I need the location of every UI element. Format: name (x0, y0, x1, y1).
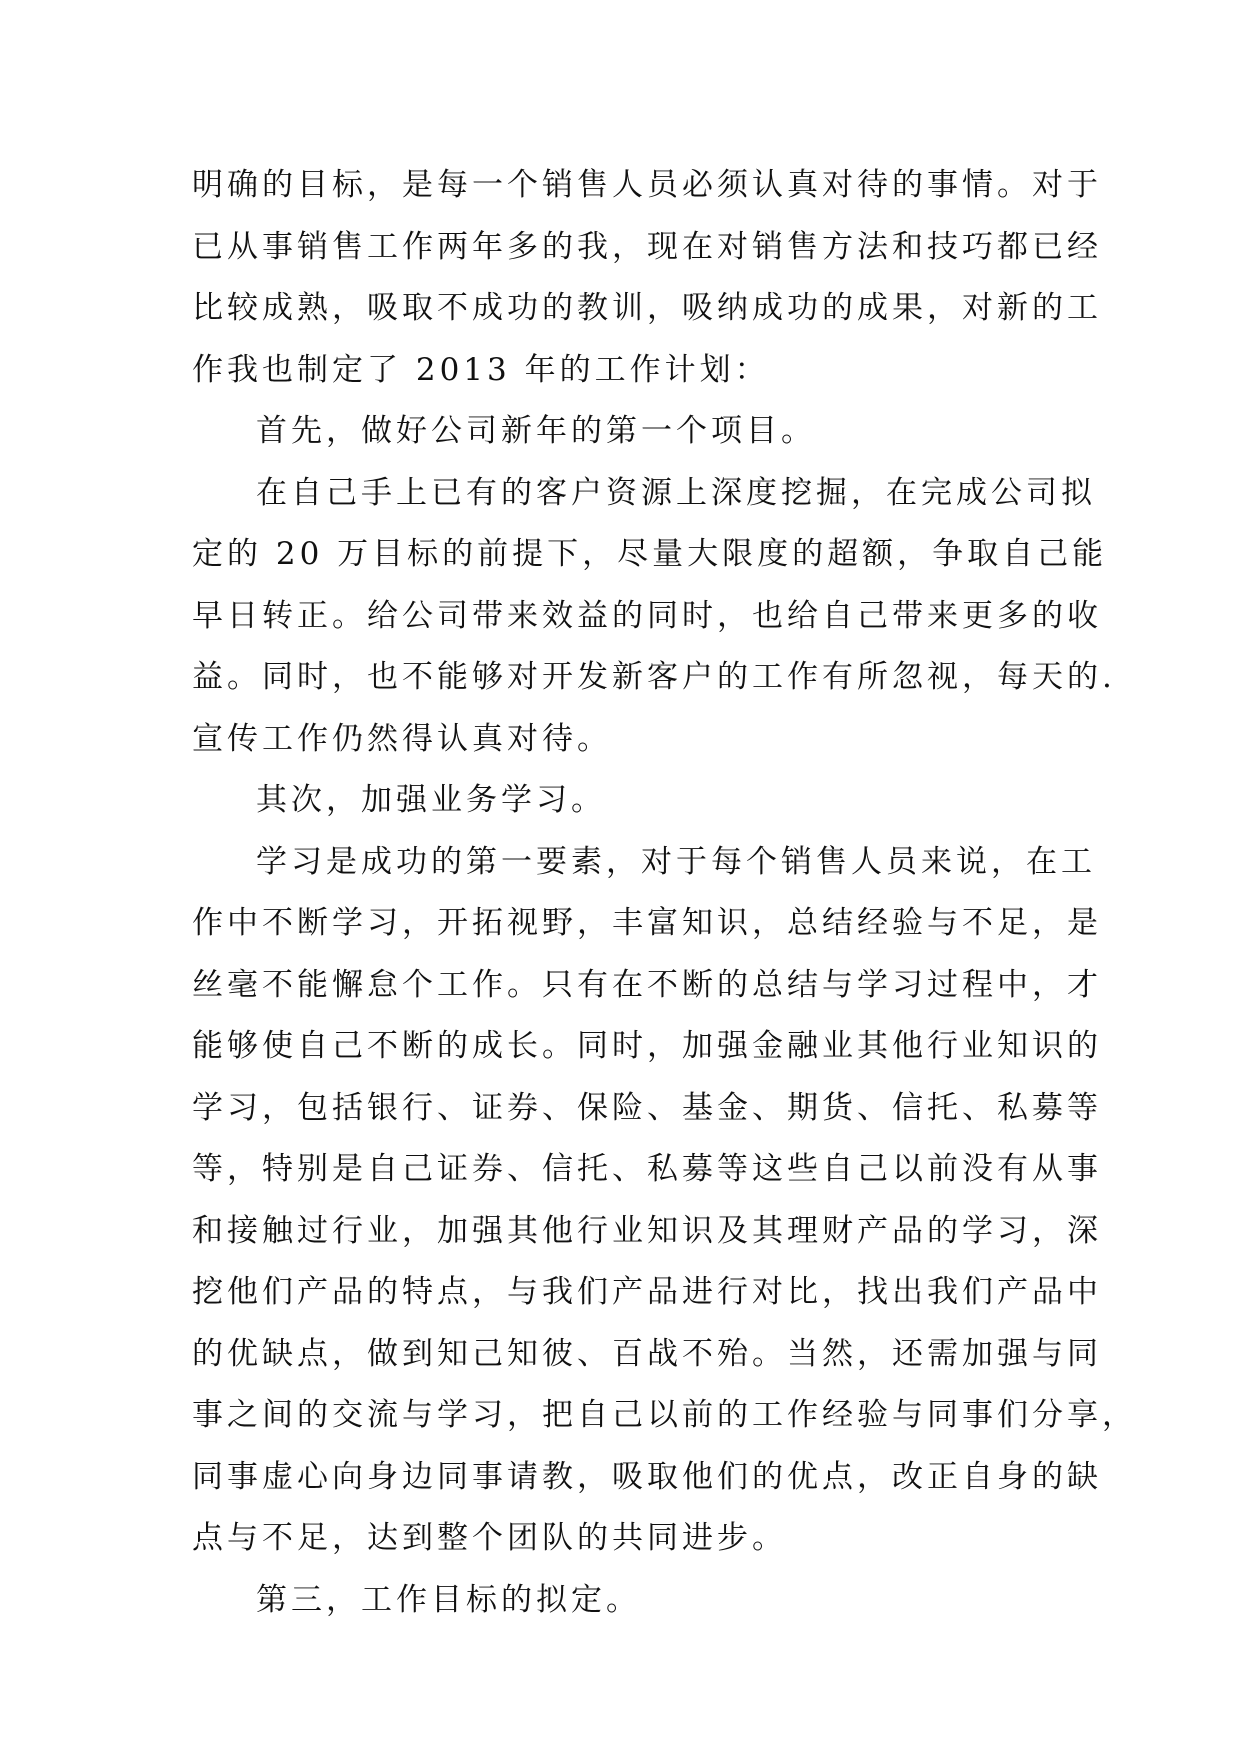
text-line: 益。同时，也不能够对开发新客户的工作有所忽视，每天的. (192, 659, 1116, 695)
text-line: 作我也制定了 2013 年的工作计划： (192, 351, 770, 388)
text-line: 其次，加强业务学习。 (256, 782, 606, 818)
text-line: 等，特别是自己证券、信托、私募等这些自己以前没有从事 (192, 1151, 1102, 1187)
text-line: 学习，包括银行、证券、保险、基金、期货、信托、私募等 (192, 1089, 1102, 1126)
text-line: 能够使自己不断的成长。同时，加强金融业其他行业知识的 (192, 1028, 1102, 1064)
text-line: 点与不足，达到整个团队的共同进步。 (192, 1520, 787, 1556)
text-line: 宣传工作仍然得认真对待。 (192, 720, 612, 757)
text-line: 首先，做好公司新年的第一个项目。 (256, 413, 816, 449)
text-line: 同事虚心向身边同事请教，吸取他们的优点，改正自身的缺 (192, 1458, 1102, 1495)
text-line: 早日转正。给公司带来效益的同时，也给自己带来更多的收 (192, 597, 1102, 634)
text-line: 定的 20 万目标的前提下，尽量大限度的超额，争取自己能 (192, 536, 1108, 572)
text-line: 和接触过行业，加强其他行业知识及其理财产品的学习，深 (192, 1212, 1102, 1249)
text-line: 作中不断学习，开拓视野，丰富知识，总结经验与不足，是 (192, 905, 1102, 941)
text-line: 明确的目标，是每一个销售人员必须认真对待的事情。对于 (192, 167, 1102, 203)
text-line: 已从事销售工作两年多的我，现在对销售方法和技巧都已经 (192, 228, 1102, 265)
text-line: 学习是成功的第一要素，对于每个销售人员来说，在工 (256, 843, 1096, 880)
text-line: 的优缺点，做到知己知彼、百战不殆。当然，还需加强与同 (192, 1335, 1102, 1372)
text-line: 在自己手上已有的客户资源上深度挖掘，在完成公司拟 (256, 474, 1096, 511)
text-line: 比较成熟，吸取不成功的教训，吸纳成功的成果，对新的工 (192, 290, 1102, 326)
document-body (192, 155, 1137, 1631)
text-line: 事之间的交流与学习，把自己以前的工作经验与同事们分享， (192, 1397, 1137, 1433)
text-line: 丝毫不能懈怠个工作。只有在不断的总结与学习过程中，才 (192, 966, 1102, 1003)
text-line: 第三，工作目标的拟定。 (256, 1581, 641, 1618)
text-line: 挖他们产品的特点，与我们产品进行对比，找出我们产品中 (192, 1274, 1102, 1310)
